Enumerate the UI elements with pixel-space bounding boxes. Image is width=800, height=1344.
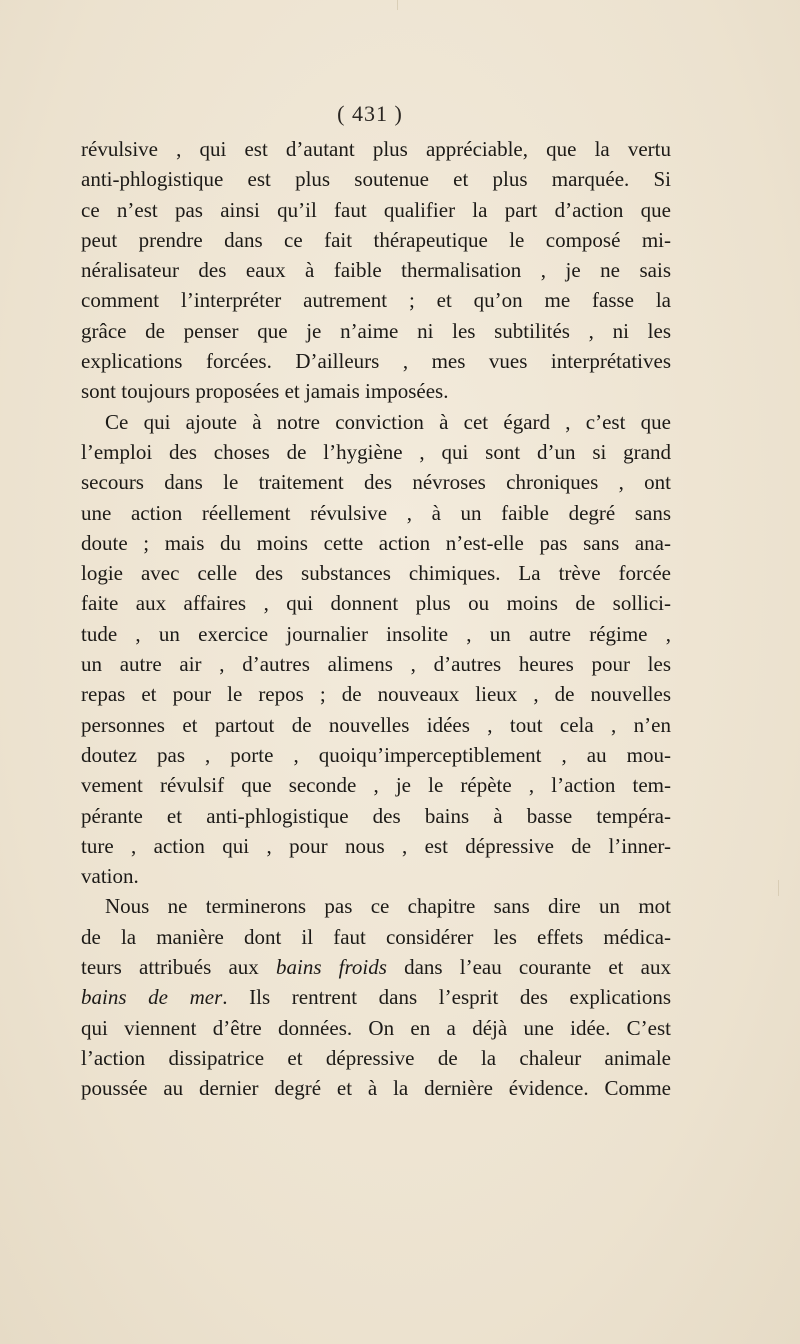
text-line: poussée au dernier degré et à la dernière évidence. Comme (81, 1076, 671, 1101)
text-line-with-italic (81, 952, 671, 982)
text-line: Ce qui ajoute à notre conviction à cet égard , c’est que (105, 409, 671, 434)
text-segment: teurs attribués aux (81, 955, 276, 980)
text-line: révulsive , qui est d’autant plus appréciable, que la vertu (81, 137, 671, 161)
text-line: grâce de penser que je n’aime ni les subtilités , ni les (81, 318, 671, 343)
text-line: sont toujours proposées et jamais imposées. (81, 379, 449, 404)
text-line: de la manière dont il faut considérer les effets médica- (81, 924, 671, 949)
text-line: comment l’interpréter autrement ; et qu’on me fasse la (81, 288, 671, 313)
text-line: l’action dissipatrice et dépressive de la chaleur animale (81, 1045, 671, 1070)
text-line: une action réellement révulsive , à un faible degré sans (81, 500, 671, 525)
paper-fiber-mark (397, 0, 398, 10)
text-line: logie avec celle des substances chimiques. La trève forcée (81, 561, 671, 586)
text-line: Nous ne terminerons pas ce chapitre sans dire un mot (105, 894, 671, 919)
text-line: secours dans le traitement des névroses chroniques , ont (81, 470, 671, 495)
text-line: vation. (81, 864, 139, 889)
text-line: peut prendre dans ce fait thérapeutique le composé mi- (81, 227, 671, 252)
italic-term: bains de mer (81, 985, 223, 1010)
body-text (81, 134, 671, 1104)
text-line: qui viennent d’être données. On en a déjà une idée. C’est (81, 1015, 671, 1040)
text-line: personnes et partout de nouvelles idées , tout cela , n’en (81, 712, 671, 737)
text-line: ture , action qui , pour nous , est dépressive de l’inner- (81, 833, 671, 858)
text-segment: dans l’eau courante et aux (386, 955, 672, 980)
text-line: pérante et anti-phlogistique des bains à basse tempéra- (81, 803, 671, 828)
text-line: tude , un exercice journalier insolite , un autre régime , (81, 621, 671, 646)
text-line: doute ; mais du moins cette action n’est-elle pas sans ana- (81, 530, 671, 555)
text-segment: . Ils rentrent dans l’esprit des explications (222, 985, 671, 1010)
text-line: néralisateur des eaux à faible thermalisation , je ne sais (81, 258, 671, 283)
text-line: un autre air , d’autres alimens , d’autres heures pour les (81, 652, 671, 677)
text-line: repas et pour le repos ; de nouveaux lieux , de nouvelles (81, 682, 671, 707)
text-line: faite aux affaires , qui donnent plus ou moins de sollici- (81, 591, 671, 616)
text-line: ce n’est pas ainsi qu’il faut qualifier la part d’action que (81, 197, 671, 222)
text-line: doutez pas , porte , quoiqu’imperceptiblement , au mou- (81, 742, 671, 767)
text-line: anti-phlogistique est plus soutenue et plus marquée. Si (81, 167, 671, 192)
text-line-with-italic (81, 982, 671, 1012)
page-number: ( 431 ) (337, 101, 403, 126)
italic-term: bains froids (275, 955, 387, 980)
paper-fiber-mark (778, 880, 779, 896)
text-line: l’emploi des choses de l’hygiène , qui sont d’un si grand (81, 439, 671, 464)
text-line: explications forcées. D’ailleurs , mes vues interprétatives (81, 349, 671, 374)
text-line: vement révulsif que seconde , je le répète , l’action tem- (81, 773, 671, 798)
